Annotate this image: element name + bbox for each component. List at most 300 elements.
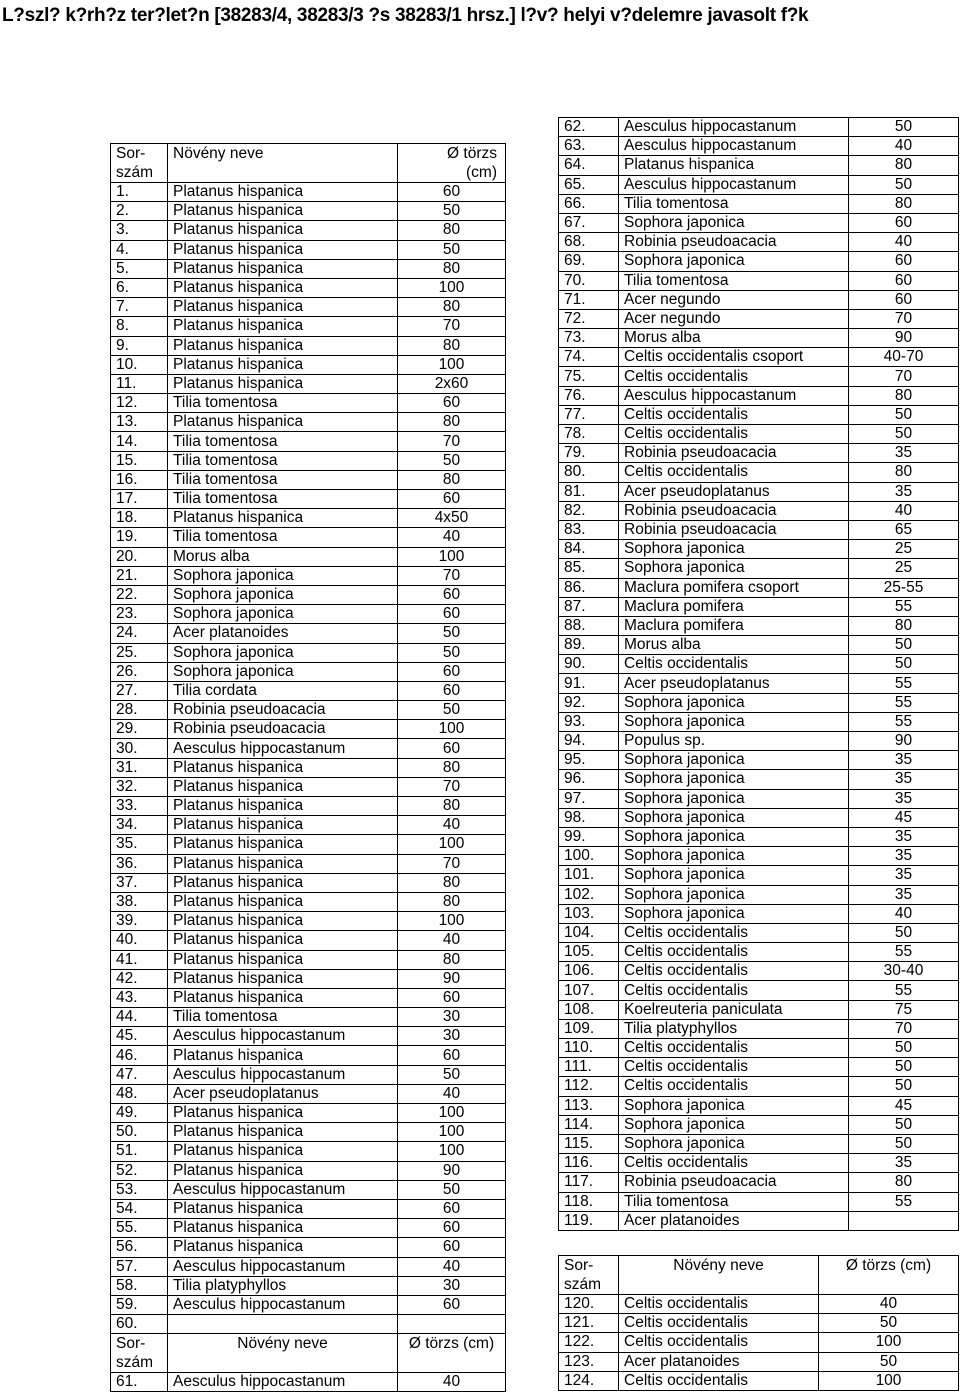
row-trunk-diameter: 4x50 <box>398 509 506 528</box>
row-serial: 2. <box>111 202 168 221</box>
row-plant-name: Morus alba <box>168 547 398 566</box>
row-serial: 71. <box>559 290 619 309</box>
row-trunk-diameter: 90 <box>398 1161 506 1180</box>
row-serial: 4. <box>111 240 168 259</box>
row-serial: 43. <box>111 988 168 1007</box>
row-plant-name: Platanus hispanica <box>168 912 398 931</box>
table-row <box>559 962 959 981</box>
row-trunk-diameter: 80 <box>398 470 506 489</box>
row-trunk-diameter: 90 <box>398 969 506 988</box>
row-serial: 29. <box>111 720 168 739</box>
row-trunk-diameter: 100 <box>398 1142 506 1161</box>
table-row <box>559 309 959 328</box>
row-trunk-diameter: 55 <box>849 597 959 616</box>
row-serial: 62. <box>559 118 619 137</box>
row-plant-name: Robinia pseudoacacia <box>168 701 398 720</box>
table-row <box>559 693 959 712</box>
row-serial: 41. <box>111 950 168 969</box>
table-row <box>111 931 506 950</box>
row-trunk-diameter: 80 <box>398 758 506 777</box>
row-plant-name: Celtis occidentalis <box>619 923 849 942</box>
row-plant-name: Tilia platyphyllos <box>168 1276 398 1295</box>
row-trunk-diameter: 55 <box>849 1192 959 1211</box>
row-trunk-diameter: 60 <box>398 1238 506 1257</box>
row-serial: 54. <box>111 1199 168 1218</box>
table-row <box>111 336 506 355</box>
row-serial: 3. <box>111 221 168 240</box>
row-trunk-diameter: 35 <box>849 789 959 808</box>
row-plant-name: Acer pseudoplatanus <box>168 1084 398 1103</box>
row-serial: 12. <box>111 394 168 413</box>
tree-table-left <box>110 143 506 1392</box>
row-serial: 121. <box>559 1314 619 1333</box>
row-serial: 22. <box>111 585 168 604</box>
row-plant-name: Platanus hispanica <box>168 374 398 393</box>
row-trunk-diameter: 45 <box>849 808 959 827</box>
row-serial: 83. <box>559 520 619 539</box>
row-plant-name: Maclura pomifera csoport <box>619 578 849 597</box>
row-plant-name: Platanus hispanica <box>168 873 398 892</box>
row-serial: 26. <box>111 662 168 681</box>
table-row <box>559 597 959 616</box>
row-trunk-diameter: 70 <box>398 566 506 585</box>
row-serial: 75. <box>559 367 619 386</box>
row-serial: 87. <box>559 597 619 616</box>
row-plant-name: Sophora japonica <box>619 751 849 770</box>
row-plant-name: Platanus hispanica <box>168 1219 398 1238</box>
row-plant-name: Platanus hispanica <box>168 758 398 777</box>
header-trunk-diameter: Ø törzs (cm) <box>398 1334 506 1373</box>
row-serial: 34. <box>111 816 168 835</box>
table-row <box>559 233 959 252</box>
row-serial: 11. <box>111 374 168 393</box>
row-serial: 52. <box>111 1161 168 1180</box>
row-plant-name: Aesculus hippocastanum <box>168 739 398 758</box>
row-plant-name: Platanus hispanica <box>168 1161 398 1180</box>
table-row <box>111 777 506 796</box>
row-serial: 50. <box>111 1123 168 1142</box>
row-serial: 107. <box>559 981 619 1000</box>
table-row <box>111 259 506 278</box>
table-row <box>111 758 506 777</box>
table-row <box>559 578 959 597</box>
table-row <box>111 1199 506 1218</box>
row-trunk-diameter: 100 <box>398 1123 506 1142</box>
row-serial: 85. <box>559 559 619 578</box>
row-trunk-diameter: 40-70 <box>849 348 959 367</box>
row-serial: 77. <box>559 405 619 424</box>
row-trunk-diameter: 50 <box>849 636 959 655</box>
row-serial: 48. <box>111 1084 168 1103</box>
row-trunk-diameter: 40 <box>849 904 959 923</box>
row-plant-name: Sophora japonica <box>619 213 849 232</box>
row-trunk-diameter: 60 <box>398 988 506 1007</box>
table-row <box>111 797 506 816</box>
row-trunk-diameter: 30-40 <box>849 962 959 981</box>
row-trunk-diameter: 100 <box>398 355 506 374</box>
row-plant-name: Tilia tomentosa <box>168 432 398 451</box>
row-plant-name: Celtis occidentalis <box>619 1039 849 1058</box>
row-plant-name: Celtis occidentalis <box>619 1371 819 1390</box>
table-row <box>559 827 959 846</box>
table-row <box>559 943 959 962</box>
table-row <box>559 808 959 827</box>
row-trunk-diameter: 80 <box>849 463 959 482</box>
row-serial: 20. <box>111 547 168 566</box>
row-plant-name: Celtis occidentalis csoport <box>619 348 849 367</box>
row-serial: 72. <box>559 309 619 328</box>
row-trunk-diameter: 25 <box>849 559 959 578</box>
row-serial: 86. <box>559 578 619 597</box>
row-plant-name: Sophora japonica <box>168 585 398 604</box>
row-serial: 96. <box>559 770 619 789</box>
row-trunk-diameter: 50 <box>398 701 506 720</box>
row-serial: 25. <box>111 643 168 662</box>
table-row <box>111 1276 506 1295</box>
row-trunk-diameter: 35 <box>849 847 959 866</box>
table-row <box>111 1027 506 1046</box>
row-plant-name: Sophora japonica <box>619 808 849 827</box>
table-row <box>559 1314 959 1333</box>
row-plant-name: Tilia tomentosa <box>168 1008 398 1027</box>
table-row <box>111 1180 506 1199</box>
row-serial: 84. <box>559 540 619 559</box>
row-plant-name: Platanus hispanica <box>168 202 398 221</box>
row-trunk-diameter: 30 <box>398 1027 506 1046</box>
row-plant-name: Platanus hispanica <box>168 1199 398 1218</box>
row-serial: 1. <box>111 183 168 202</box>
row-plant-name: Sophora japonica <box>619 252 849 271</box>
row-trunk-diameter: 60 <box>398 1046 506 1065</box>
row-plant-name: Acer pseudoplatanus <box>619 674 849 693</box>
row-serial: 115. <box>559 1134 619 1153</box>
row-plant-name: Acer platanoides <box>619 1211 849 1230</box>
row-trunk-diameter: 80 <box>398 797 506 816</box>
row-trunk-diameter: 50 <box>849 1077 959 1096</box>
table-row <box>111 1219 506 1238</box>
row-serial: 90. <box>559 655 619 674</box>
row-plant-name: Tilia tomentosa <box>168 394 398 413</box>
row-trunk-diameter: 50 <box>398 1065 506 1084</box>
table-row <box>111 835 506 854</box>
table-row <box>559 1115 959 1134</box>
table-row <box>559 137 959 156</box>
row-plant-name: Platanus hispanica <box>168 355 398 374</box>
row-trunk-diameter: 80 <box>849 1173 959 1192</box>
row-trunk-diameter: 60 <box>849 213 959 232</box>
row-trunk-diameter: 50 <box>849 118 959 137</box>
row-plant-name: Sophora japonica <box>619 885 849 904</box>
row-serial: 113. <box>559 1096 619 1115</box>
row-trunk-diameter: 80 <box>849 386 959 405</box>
row-trunk-diameter: 40 <box>849 137 959 156</box>
row-serial: 103. <box>559 904 619 923</box>
row-trunk-diameter: 60 <box>849 290 959 309</box>
row-plant-name: Platanus hispanica <box>168 413 398 432</box>
row-trunk-diameter: 80 <box>398 259 506 278</box>
row-trunk-diameter: 35 <box>849 1154 959 1173</box>
row-trunk-diameter: 100 <box>398 912 506 931</box>
row-plant-name: Platanus hispanica <box>168 1046 398 1065</box>
row-plant-name: Celtis occidentalis <box>619 1154 849 1173</box>
row-trunk-diameter: 100 <box>398 547 506 566</box>
row-serial: 67. <box>559 213 619 232</box>
row-plant-name: Celtis occidentalis <box>619 981 849 1000</box>
row-serial: 104. <box>559 923 619 942</box>
row-serial: 88. <box>559 616 619 635</box>
row-serial: 46. <box>111 1046 168 1065</box>
row-plant-name: Platanus hispanica <box>168 317 398 336</box>
table-row <box>111 1008 506 1027</box>
table-row <box>559 405 959 424</box>
row-serial: 32. <box>111 777 168 796</box>
table-row <box>559 118 959 137</box>
row-plant-name: Tilia tomentosa <box>619 194 849 213</box>
table-row <box>111 662 506 681</box>
row-plant-name: Platanus hispanica <box>168 509 398 528</box>
row-trunk-diameter: 80 <box>849 194 959 213</box>
table-row <box>559 636 959 655</box>
row-serial: 79. <box>559 444 619 463</box>
table-header <box>559 1256 959 1295</box>
row-trunk-diameter: 50 <box>849 655 959 674</box>
row-trunk-diameter: 35 <box>849 770 959 789</box>
row-plant-name: Aesculus hippocastanum <box>619 137 849 156</box>
row-serial: 40. <box>111 931 168 950</box>
row-trunk-diameter: 50 <box>398 643 506 662</box>
table-row <box>559 751 959 770</box>
row-trunk-diameter: 60 <box>398 490 506 509</box>
header-plant-name: Növény neve <box>168 144 398 183</box>
row-trunk-diameter: 40 <box>398 1257 506 1276</box>
row-serial: 51. <box>111 1142 168 1161</box>
row-trunk-diameter: 70 <box>398 777 506 796</box>
row-trunk-diameter: 55 <box>849 943 959 962</box>
row-plant-name: Sophora japonica <box>619 866 849 885</box>
row-serial: 76. <box>559 386 619 405</box>
row-serial: 36. <box>111 854 168 873</box>
row-serial: 80. <box>559 463 619 482</box>
row-plant-name: Acer negundo <box>619 290 849 309</box>
table-row <box>559 674 959 693</box>
row-trunk-diameter: 35 <box>849 482 959 501</box>
row-plant-name: Sophora japonica <box>168 566 398 585</box>
row-plant-name: Robinia pseudoacacia <box>619 233 849 252</box>
row-trunk-diameter: 50 <box>849 175 959 194</box>
row-trunk-diameter: 50 <box>849 1134 959 1153</box>
row-trunk-diameter: 2x60 <box>398 374 506 393</box>
row-trunk-diameter: 40 <box>398 528 506 547</box>
row-plant-name: Celtis occidentalis <box>619 463 849 482</box>
row-plant-name: Platanus hispanica <box>168 988 398 1007</box>
row-plant-name: Platanus hispanica <box>168 969 398 988</box>
row-plant-name: Tilia platyphyllos <box>619 1019 849 1038</box>
row-trunk-diameter: 50 <box>849 1115 959 1134</box>
row-serial: 99. <box>559 827 619 846</box>
table-row <box>111 681 506 700</box>
row-serial: 97. <box>559 789 619 808</box>
row-serial: 112. <box>559 1077 619 1096</box>
table-row <box>559 463 959 482</box>
row-trunk-diameter: 70 <box>398 432 506 451</box>
table-row <box>111 566 506 585</box>
table-row <box>559 156 959 175</box>
table-row <box>111 374 506 393</box>
row-serial: 18. <box>111 509 168 528</box>
row-plant-name: Celtis occidentalis <box>619 943 849 962</box>
table-row <box>111 1084 506 1103</box>
row-trunk-diameter: 40 <box>398 816 506 835</box>
row-trunk-diameter: 80 <box>398 298 506 317</box>
row-plant-name: Aesculus hippocastanum <box>168 1027 398 1046</box>
row-plant-name: Platanus hispanica <box>168 278 398 297</box>
row-plant-name: Sophora japonica <box>619 559 849 578</box>
table-row <box>111 1046 506 1065</box>
row-serial: 124. <box>559 1371 619 1390</box>
table-row <box>111 394 506 413</box>
table-row <box>111 854 506 873</box>
row-serial: 17. <box>111 490 168 509</box>
table-row <box>559 1352 959 1371</box>
page-title: L?szl? k?rh?z ter?let?n [38283/4, 38283/3 ?s 38283/1 hrsz.] l?v? helyi v?delemre javasolt f?k <box>2 5 809 26</box>
row-plant-name: Platanus hispanica <box>168 777 398 796</box>
table-row <box>559 923 959 942</box>
row-plant-name: Sophora japonica <box>619 789 849 808</box>
row-trunk-diameter: 40 <box>398 1373 506 1392</box>
row-trunk-diameter: 100 <box>819 1333 959 1352</box>
row-plant-name: Aesculus hippocastanum <box>168 1180 398 1199</box>
row-plant-name: Platanus hispanica <box>168 1142 398 1161</box>
row-plant-name: Sophora japonica <box>168 605 398 624</box>
table-row <box>559 213 959 232</box>
row-serial: 9. <box>111 336 168 355</box>
row-serial: 78. <box>559 425 619 444</box>
row-trunk-diameter: 50 <box>398 624 506 643</box>
row-plant-name: Platanus hispanica <box>619 156 849 175</box>
row-trunk-diameter: 35 <box>849 866 959 885</box>
tree-table-bottom <box>558 1255 959 1391</box>
table-row <box>111 470 506 489</box>
row-serial: 59. <box>111 1295 168 1314</box>
row-serial: 73. <box>559 329 619 348</box>
row-serial: 93. <box>559 712 619 731</box>
row-serial: 65. <box>559 175 619 194</box>
row-trunk-diameter: 80 <box>398 950 506 969</box>
row-plant-name: Platanus hispanica <box>168 816 398 835</box>
row-trunk-diameter: 55 <box>849 693 959 712</box>
table-row <box>559 770 959 789</box>
row-serial: 28. <box>111 701 168 720</box>
table-row <box>559 501 959 520</box>
row-plant-name: Sophora japonica <box>619 693 849 712</box>
table-row <box>559 252 959 271</box>
table-row <box>111 1142 506 1161</box>
row-trunk-diameter: 65 <box>849 520 959 539</box>
row-serial: 10. <box>111 355 168 374</box>
table-row <box>559 290 959 309</box>
row-serial: 91. <box>559 674 619 693</box>
table-row <box>559 540 959 559</box>
row-trunk-diameter: 100 <box>398 720 506 739</box>
table-row <box>559 559 959 578</box>
row-serial: 14. <box>111 432 168 451</box>
table-row <box>559 1333 959 1352</box>
row-serial: 123. <box>559 1352 619 1371</box>
table-row <box>559 175 959 194</box>
row-trunk-diameter: 60 <box>849 252 959 271</box>
row-serial: 42. <box>111 969 168 988</box>
table-row <box>559 194 959 213</box>
row-serial: 8. <box>111 317 168 336</box>
table-row <box>559 425 959 444</box>
table-row <box>111 528 506 547</box>
row-serial: 120. <box>559 1295 619 1314</box>
row-trunk-diameter: 50 <box>398 202 506 221</box>
row-trunk-diameter: 80 <box>849 156 959 175</box>
row-trunk-diameter: 60 <box>398 1295 506 1314</box>
row-plant-name: Tilia tomentosa <box>619 271 849 290</box>
row-trunk-diameter: 60 <box>398 1219 506 1238</box>
table-row <box>111 816 506 835</box>
row-serial: 111. <box>559 1058 619 1077</box>
row-trunk-diameter: 50 <box>398 1180 506 1199</box>
table-row <box>111 509 506 528</box>
row-plant-name: Tilia tomentosa <box>168 490 398 509</box>
row-serial: 92. <box>559 693 619 712</box>
row-plant-name: Platanus hispanica <box>168 1123 398 1142</box>
row-trunk-diameter: 100 <box>398 835 506 854</box>
row-trunk-diameter: 80 <box>398 892 506 911</box>
row-trunk-diameter: 40 <box>398 931 506 950</box>
row-serial: 45. <box>111 1027 168 1046</box>
table-row <box>559 655 959 674</box>
row-serial: 27. <box>111 681 168 700</box>
row-plant-name: Platanus hispanica <box>168 1104 398 1123</box>
table-row <box>559 482 959 501</box>
table-row <box>559 732 959 751</box>
table-row <box>111 720 506 739</box>
row-plant-name: Acer platanoides <box>619 1352 819 1371</box>
table-row <box>559 866 959 885</box>
row-serial: 118. <box>559 1192 619 1211</box>
row-trunk-diameter: 60 <box>398 1199 506 1218</box>
table-row <box>111 1373 506 1392</box>
row-plant-name: Koelreuteria paniculata <box>619 1000 849 1019</box>
table-row <box>111 624 506 643</box>
header-serial: Sor- szám <box>111 144 168 183</box>
table-row <box>111 643 506 662</box>
row-plant-name: Acer platanoides <box>168 624 398 643</box>
row-serial: 24. <box>111 624 168 643</box>
row-serial: 33. <box>111 797 168 816</box>
table-row <box>111 432 506 451</box>
table-header <box>111 144 506 183</box>
row-trunk-diameter: 40 <box>849 501 959 520</box>
row-trunk-diameter: 40 <box>819 1295 959 1314</box>
row-plant-name: Maclura pomifera <box>619 597 849 616</box>
row-plant-name: Sophora japonica <box>619 904 849 923</box>
table-row <box>559 1295 959 1314</box>
row-trunk-diameter: 70 <box>398 854 506 873</box>
row-trunk-diameter: 50 <box>849 405 959 424</box>
row-serial: 58. <box>111 1276 168 1295</box>
row-serial: 102. <box>559 885 619 904</box>
row-trunk-diameter: 70 <box>849 1019 959 1038</box>
row-trunk-diameter: 60 <box>398 585 506 604</box>
table-row <box>111 1104 506 1123</box>
header-serial: Sor- szám <box>559 1256 619 1295</box>
row-serial: 68. <box>559 233 619 252</box>
